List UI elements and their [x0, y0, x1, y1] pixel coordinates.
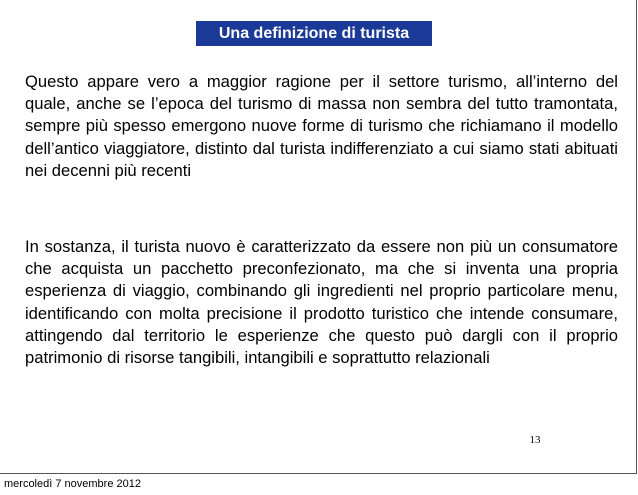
slide-page-number: 13	[529, 434, 541, 446]
paragraph-2: In sostanza, il turista nuovo è caratterizzato da essere non più un consumatore che acquista un pacchetto preconfezionato, ma che si inventa una propria esperienza di viaggio, combinando gli ingredienti nel proprio particolare menu, identificando con molta precisione il prodotto turistico che intende consumare, attingendo dal territorio le esperienze che questo può dargli con il proprio patrimonio di risorse tangibili, intangibili e soprattutto relazionali	[25, 237, 618, 368]
slide-title: Una definizione di turista	[196, 21, 432, 46]
paragraph-1: Questo appare vero a maggior ragione per il settore turismo, all’interno del quale, anche se l’epoca del turismo di massa non sembra del tutto tramontata, sempre più spesso emergono nuove forme di turismo che richiamano il modello dell’antico viaggiatore, distinto dal turista indifferenziato a cui siamo stati abituati nei decenni più recenti	[25, 72, 618, 180]
footer-date: mercoledì 7 novembre 2012	[4, 478, 141, 490]
